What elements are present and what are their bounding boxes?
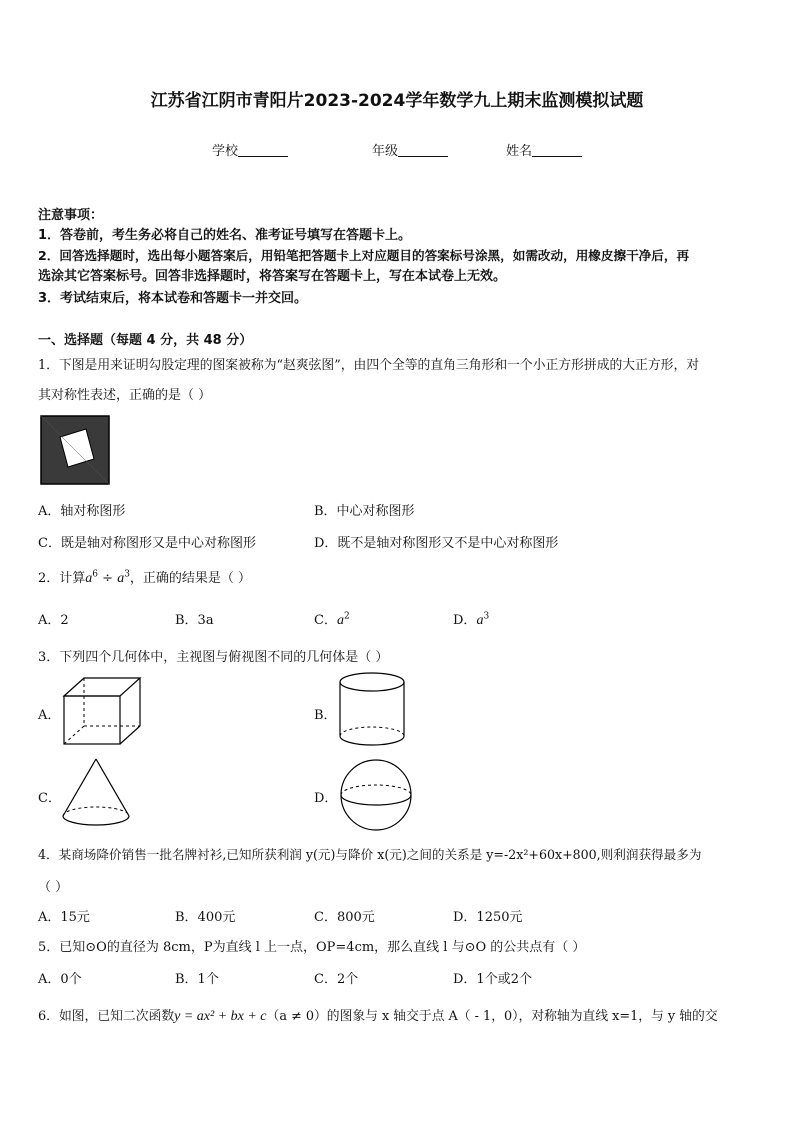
q2-suffix: ，正确的结果是（ ） — [129, 571, 252, 586]
q2-exp-2: 3 — [124, 569, 130, 580]
q5-option-c[interactable]: C．2个 — [314, 972, 359, 987]
q2-option-c-base: a — [336, 613, 344, 628]
notice-item-1: 1．答卷前，考生务必将自己的姓名、准考证号填写在答题卡上。 — [38, 228, 412, 243]
q2-option-a[interactable]: A．2 — [38, 613, 69, 628]
name-blank — [532, 144, 582, 157]
q3-text: 3．下列四个几何体中，主视图与俯视图不同的几何体是（ ） — [38, 650, 389, 665]
cube-figure — [60, 674, 144, 748]
grade-label: 年级 — [372, 144, 399, 159]
q3-option-a[interactable]: A． — [38, 708, 61, 723]
cylinder-figure — [334, 670, 410, 750]
q2-option-b[interactable]: B．3a — [175, 613, 214, 628]
q2-option-d-label: D． — [453, 613, 477, 628]
q2-op: ÷ — [98, 571, 118, 586]
q2-option-c-label: C． — [314, 613, 337, 628]
sphere-figure — [338, 758, 414, 832]
q1-option-a[interactable]: A．轴对称图形 — [38, 504, 126, 519]
q2-text — [38, 567, 251, 587]
q2-option-d-exp: 3 — [483, 611, 490, 622]
q4-option-a[interactable]: A．15元 — [38, 910, 90, 925]
school-field — [212, 140, 288, 159]
q2-base-1: a — [85, 571, 93, 586]
section-heading: 一、选择题（每题 4 分，共 48 分） — [38, 333, 253, 348]
q5-text: 5．已知⊙O的直径为 8cm，P为直线 l 上一点，OP=4cm，那么直线 l 与⊙O 的公共点有（ ） — [38, 940, 586, 955]
q6-text — [38, 1005, 718, 1025]
q1-text-cont: 其对称性表述，正确的是（ ） — [38, 388, 212, 403]
notice-heading: 注意事项： — [38, 208, 104, 223]
q2-option-d[interactable] — [453, 609, 489, 629]
q4-option-b[interactable]: B．400元 — [175, 910, 236, 925]
q2-option-c-exp: 2 — [343, 611, 350, 622]
school-label: 学校 — [212, 144, 239, 159]
page-title: 江苏省江阴市青阳片2023-2024学年数学九上期末监测模拟试题 — [150, 91, 644, 111]
q5-option-b[interactable]: B．1个 — [175, 972, 219, 987]
q1-option-c[interactable]: C．既是轴对称图形又是中心对称图形 — [38, 536, 256, 551]
q3-option-c[interactable]: C． — [38, 791, 61, 806]
school-blank — [238, 144, 288, 157]
q2-exp-1: 6 — [92, 569, 99, 580]
q2-option-c[interactable] — [314, 609, 350, 629]
q2-prefix: 2．计算 — [38, 571, 86, 586]
q1-text: 1．下图是用来证明勾股定理的图案被称为“赵爽弦图”，由四个全等的直角三角形和一个小正方形拼成的大正方形，对 — [38, 358, 700, 373]
notice-item-2: 2．回答选择题时，选出每小题答案后，用铅笔把答题卡上对应题目的答案标号涂黑，如需改动，用橡皮擦干净后，再 — [38, 248, 690, 263]
q3-option-b[interactable]: B． — [314, 708, 337, 723]
q1-option-d[interactable]: D．既不是轴对称图形又不是中心对称图形 — [314, 536, 559, 551]
q2-base-2: a — [117, 571, 125, 586]
q4-option-c[interactable]: C．800元 — [314, 910, 375, 925]
notice-item-3: 3．考试结束后，将本试卷和答题卡一并交回。 — [38, 291, 308, 306]
q6-cond: （a ≠ 0） — [266, 1009, 327, 1024]
zhao-shuang-figure — [40, 415, 110, 485]
q6-suffix: 的图象与 x 轴交于点 A（ - 1，0），对称轴为直线 x=1，与 y 轴的交 — [326, 1009, 718, 1024]
notice-item-2-cont: 选涂其它答案标号。回答非选择题时，将答案写在答题卡上，写在本试卷上无效。 — [38, 269, 507, 284]
q4-text: 4．某商场降价销售一批名牌衬衫,已知所获利润 y(元)与降价 x(元)之间的关系是 y=-2x²+60x+800,则利润获得最多为 — [38, 847, 702, 862]
name-field — [506, 140, 582, 159]
grade-field — [372, 140, 448, 159]
cone-figure — [60, 756, 132, 830]
name-label: 姓名 — [506, 144, 533, 159]
q4-text-cont: （ ） — [38, 880, 69, 895]
q5-option-a[interactable]: A．0个 — [38, 972, 82, 987]
q6-expr: y = ax² + bx + c — [174, 1009, 267, 1024]
q3-option-d[interactable]: D． — [314, 791, 338, 806]
grade-blank — [398, 144, 448, 157]
q5-option-d[interactable]: D．1个或2个 — [453, 972, 532, 987]
q1-option-b[interactable]: B．中心对称图形 — [314, 504, 415, 519]
q2-option-d-base: a — [476, 613, 484, 628]
q6-prefix: 6．如图，已知二次函数 — [38, 1009, 175, 1024]
q4-option-d[interactable]: D．1250元 — [453, 910, 523, 925]
